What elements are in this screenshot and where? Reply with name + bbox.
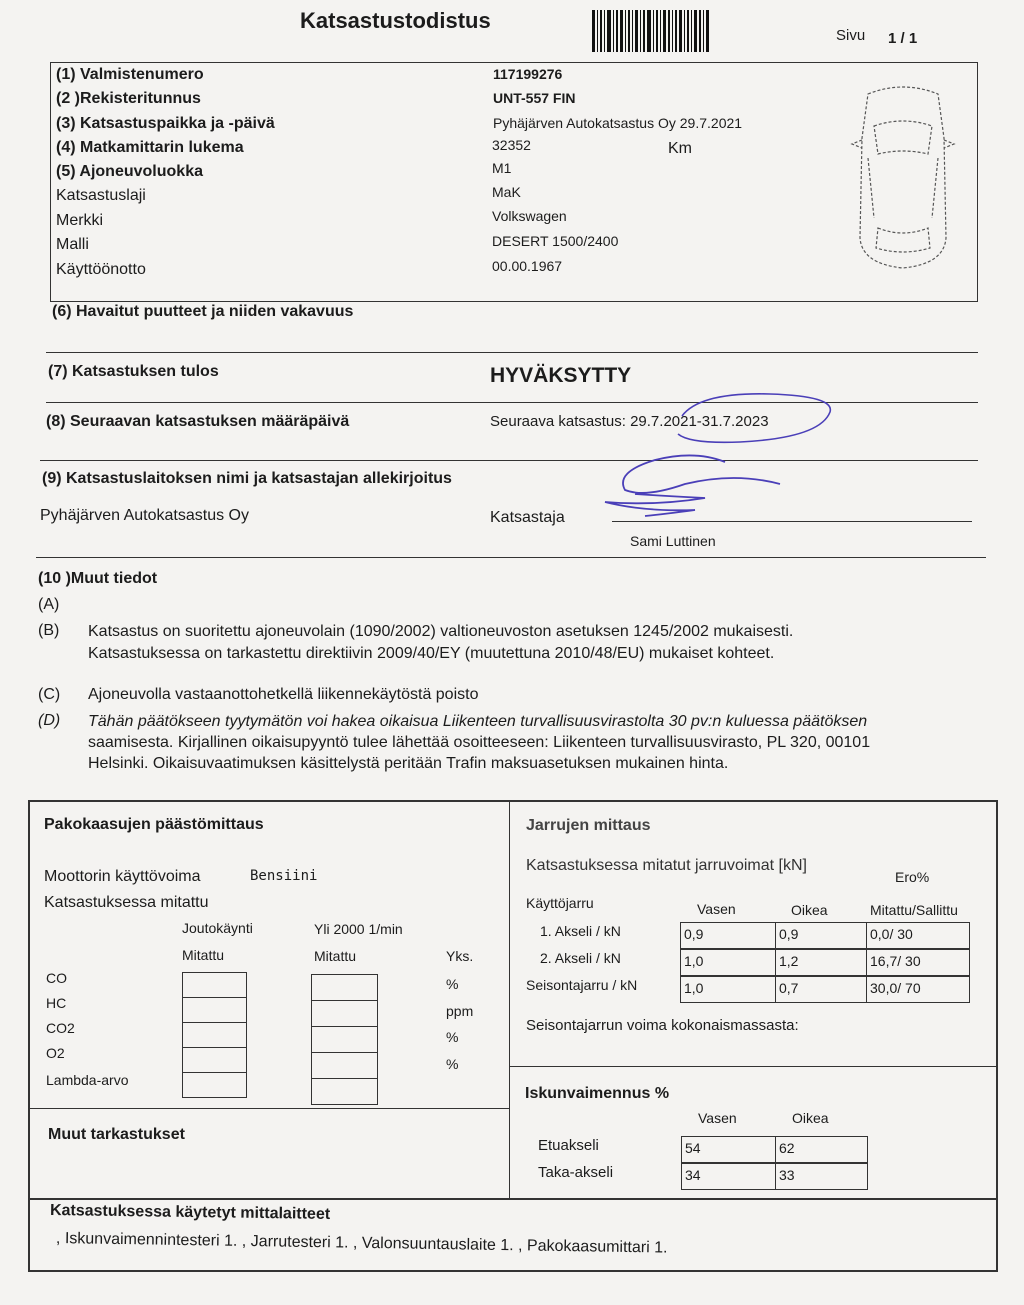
left-column-header: Vasen — [697, 901, 736, 917]
right-column-header: Oikea — [791, 902, 828, 918]
result-label: (7) Katsastuksen tulos — [48, 363, 219, 380]
vehicle-field-label: Merkki — [56, 212, 104, 229]
note-d-line: saamisesta. Kirjallinen oikaisupyyntö tulee lähettää osoitteeseen: Liikenteen turvallisuusvirasto, PL 320, 00101 — [88, 734, 871, 751]
high-rpm-value-cell — [311, 974, 378, 1001]
shock-right-value: 62 — [775, 1136, 868, 1163]
high-rpm-value-cell — [311, 1026, 378, 1053]
high-rpm-value-cell — [311, 1078, 378, 1105]
vehicle-field-value: 117199276 — [493, 66, 563, 82]
signature-section-label: (9) Katsastuslaitoksen nimi ja katsastajan allekirjoitus — [42, 470, 452, 487]
vehicle-field-label: Katsastuslaji — [56, 187, 146, 204]
brake-ratio-value: 16,7/ 30 — [866, 949, 970, 976]
divider — [28, 1108, 509, 1109]
brake-right-value: 1,2 — [775, 949, 867, 976]
brake-left-value: 1,0 — [680, 949, 776, 976]
parking-brake-total-label: Seisontajarrun voima kokonaismassasta: — [526, 1017, 799, 1034]
divider — [36, 557, 986, 558]
barcode — [592, 10, 711, 52]
other-checks-title: Muut tarkastukset — [48, 1126, 185, 1143]
page-number: 1 / 1 — [888, 30, 918, 47]
note-d-line: Tähän päätökseen tyytymätön voi hakea oikaisua Liikenteen turvallisuusvirastolta 30 pv:n kuluessa päätöksen — [88, 713, 868, 730]
shock-row-label: Taka-akseli — [538, 1164, 614, 1181]
brake-left-value: 1,0 — [680, 976, 776, 1003]
idle-value-cell — [182, 972, 247, 998]
brake-row-label: 2. Akseli / kN — [540, 950, 621, 966]
vehicle-field-label: Käyttöönotto — [56, 261, 146, 278]
devices-title: Katsastuksessa käytetyt mittalaitteet — [49, 1202, 331, 1223]
signature-icon — [595, 450, 790, 520]
vehicle-field-value: 00.00.1967 — [492, 258, 563, 274]
km-unit: Km — [668, 140, 692, 157]
right-column-header: Oikea — [792, 1110, 829, 1126]
result-value: HYVÄKSYTTY — [490, 364, 632, 387]
vehicle-field-label: (1) Valmistenumero — [56, 66, 204, 83]
idle-value-cell — [182, 1047, 247, 1073]
divider — [509, 1066, 998, 1067]
emission-component-label: HC — [46, 995, 67, 1011]
brake-ratio-value: 30,0/ 70 — [866, 976, 970, 1003]
fuel-value: Bensiini — [250, 868, 318, 884]
emissions-title: Pakokaasujen päästömittaus — [44, 816, 264, 833]
circle-annotation — [670, 386, 840, 456]
measured-header: Mitattu — [314, 948, 357, 964]
shock-absorber-title: Iskunvaimennus % — [525, 1085, 670, 1102]
emission-unit: % — [446, 1029, 459, 1045]
signature-line — [612, 521, 972, 522]
divider — [509, 800, 510, 1198]
note-b-line: Katsastuksessa on tarkastettu direktiivin 2009/40/EY (muutettuna 2010/48/EU) mukaiset kohteet. — [88, 645, 775, 662]
difference-header: Ero% — [895, 869, 930, 885]
next-inspection-value: Seuraava katsastus: 29.7.2021-31.7.2023 — [490, 413, 769, 430]
emission-unit: % — [446, 1056, 459, 1072]
devices-list: , Iskunvaimennintesteri 1. , Jarrutesteri 1. , Valonsuuntauslaite 1. , Pakokaasumittari 1. — [55, 1230, 668, 1257]
left-column-header: Vasen — [698, 1110, 737, 1126]
inspector-label: Katsastaja — [490, 509, 565, 526]
page-label: Sivu — [836, 27, 866, 44]
fuel-label: Moottorin käyttövoima — [44, 868, 201, 885]
emission-unit: ppm — [446, 1003, 474, 1019]
brake-row-label: Seisontajarru / kN — [526, 977, 638, 993]
note-a-marker: (A) — [38, 596, 60, 613]
idle-value-cell — [182, 1072, 247, 1098]
vehicle-field-label: (2 )Rekisteritunnus — [56, 90, 201, 107]
note-c-marker: (C) — [38, 686, 61, 703]
vehicle-field-value: UNT-557 FIN — [493, 90, 576, 106]
idle-column-header: Joutokäynti — [182, 920, 253, 936]
emission-component-label: O2 — [46, 1045, 65, 1061]
idle-value-cell — [182, 1022, 247, 1048]
divider — [34, 1270, 998, 1272]
divider — [28, 1198, 998, 1200]
note-b-line: Katsastus on suoritettu ajoneuvolain (1090/2002) valtioneuvoston asetuksen 1245/2002 mukaisesti. — [88, 623, 794, 640]
idle-value-cell — [182, 997, 247, 1023]
vehicle-field-label: (3) Katsastuspaikka ja -päivä — [56, 115, 275, 132]
vehicle-field-value: Pyhäjärven Autokatsastus Oy 29.7.2021 — [493, 115, 743, 131]
brake-right-value: 0,9 — [775, 922, 867, 949]
inspector-name: Sami Luttinen — [630, 533, 716, 549]
brake-left-value: 0,9 — [680, 922, 776, 949]
brake-row-label: 1. Akseli / kN — [540, 923, 621, 939]
emission-component-label: CO — [46, 970, 67, 986]
unit-header: Yks. — [446, 948, 474, 964]
high-rpm-value-cell — [311, 1052, 378, 1079]
divider — [46, 352, 978, 353]
other-info-title: (10 )Muut tiedot — [38, 570, 158, 587]
shock-right-value: 33 — [775, 1163, 868, 1190]
note-d-line: Helsinki. Oikaisuvaatimuksen käsittelystä peritään Trafin maksuasetuksen mukainen hinta. — [88, 755, 729, 772]
defects-label: (6) Havaitut puutteet ja niiden vakavuus — [52, 303, 354, 320]
document-title: Katsastustodistus — [300, 8, 491, 33]
ratio-column-header: Mitattu/Sallittu — [870, 902, 958, 918]
vehicle-field-value: MaK — [492, 184, 521, 200]
vehicle-field-value: 32352 — [492, 137, 531, 153]
vehicle-field-label: (4) Matkamittarin lukema — [56, 139, 244, 156]
car-diagram-icon — [848, 78, 958, 274]
high-rpm-column-header: Yli 2000 1/min — [314, 921, 403, 937]
emission-unit: % — [446, 976, 459, 992]
vehicle-field-value: Volkswagen — [492, 208, 567, 224]
vehicle-field-label: Malli — [56, 236, 89, 253]
shock-left-value: 34 — [681, 1163, 776, 1190]
vehicle-field-value: DESERT 1500/2400 — [492, 233, 619, 249]
brakes-title: Jarrujen mittaus — [526, 817, 651, 834]
station-name: Pyhäjärven Autokatsastus Oy — [40, 507, 249, 524]
service-brake-label: Käyttöjarru — [526, 895, 594, 911]
brake-right-value: 0,7 — [775, 976, 867, 1003]
brakes-subtitle: Katsastuksessa mitatut jarruvoimat [kN] — [526, 857, 807, 874]
measured-header: Mitattu — [182, 947, 225, 963]
emission-component-label: Lambda-arvo — [46, 1072, 129, 1088]
next-inspection-label: (8) Seuraavan katsastuksen määräpäivä — [46, 413, 350, 430]
high-rpm-value-cell — [311, 1000, 378, 1027]
brake-ratio-value: 0,0/ 30 — [866, 922, 970, 949]
divider — [40, 460, 978, 461]
note-c-line: Ajoneuvolla vastaanottohetkellä liikennekäytöstä poisto — [88, 686, 479, 703]
vehicle-field-value: M1 — [492, 160, 512, 176]
emission-component-label: CO2 — [46, 1020, 75, 1036]
shock-row-label: Etuakseli — [538, 1137, 599, 1154]
vehicle-field-label: (5) Ajoneuvoluokka — [56, 163, 203, 180]
measured-label: Katsastuksessa mitattu — [44, 894, 209, 911]
shock-left-value: 54 — [681, 1136, 776, 1163]
note-b-marker: (B) — [38, 622, 60, 639]
note-d-marker: (D) — [38, 712, 61, 729]
